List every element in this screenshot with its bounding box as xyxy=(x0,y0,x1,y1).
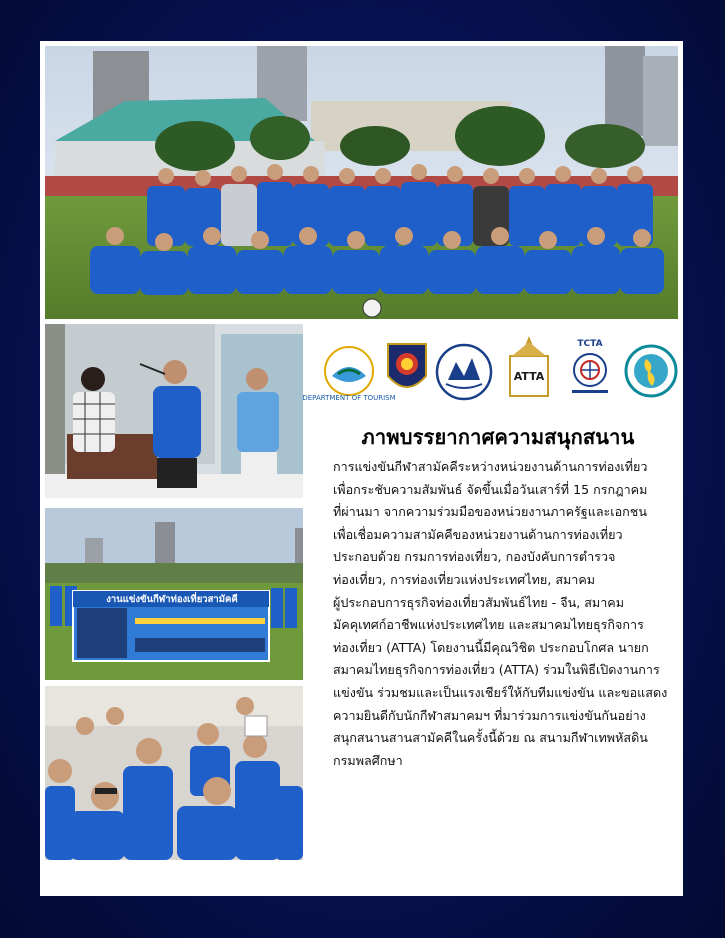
body-line: ท่องเที่ยว (ATTA) โดยงานนี้มีคุณวิชิต ประกอบโกศล นายก xyxy=(333,639,649,655)
tourist-police-logo xyxy=(384,340,430,398)
body-line: สนุกสนานสานสามัคคีในครั้งนี้ด้วย ณ สนามกีฬาเทพหัสดิน xyxy=(333,730,648,746)
atta-logo xyxy=(502,334,556,402)
department-of-tourism-logo xyxy=(302,344,396,402)
section-heading: ภาพบรรยากาศความสนุกสนาน xyxy=(361,425,635,449)
crowd-photo xyxy=(45,686,303,860)
body-line: แข่งขัน ร่วมชมและเป็นแรงเชียร์ให้กับทีมแข่งขัน และขอแสดง xyxy=(333,684,668,700)
department-of-tourism-label: DEPARTMENT OF TOURISM xyxy=(302,394,396,402)
page-sheet xyxy=(40,41,683,896)
body-line: ผู้ประกอบการธุรกิจท่องเที่ยวสัมพันธ์ไทย - จีน, สมาคม xyxy=(333,594,625,610)
team-photo xyxy=(45,46,678,319)
body-line: เพื่อเชื่อมความสามัคคีของหน่วยงานด้านการท่องเที่ยว xyxy=(333,526,623,542)
body-line: ประกอบด้วย กรมการท่องเที่ยว, กองบังคับการตำรวจ xyxy=(333,549,616,565)
article-body xyxy=(333,456,678,772)
body-line: สมาคมไทยธุรกิจการท่องเที่ยว (ATTA) ร่วมในพิธีเปิดงานการ xyxy=(333,662,660,678)
partner-logos xyxy=(302,339,674,410)
body-line: ความยินดีกับนักกีฬาสมาคมฯ ที่มาร่วมการแข่งขันกันอย่าง xyxy=(333,707,646,723)
body-line: มัคคุเทศก์อาชีพแห่งประเทศไทย และสมาคมไทยธุรกิจการ xyxy=(333,617,644,633)
banner-text: งานแข่งขันกีฬาท่องเที่ยวสามัคคี xyxy=(106,594,238,605)
body-line: เพื่อกระชับความสัมพันธ์ จัดขึ้นเมื่อวันเสาร์ที่ 15 กรกฎาคม xyxy=(333,481,648,497)
body-line: ท่องเที่ยว, การท่องเที่ยวแห่งประเทศไทย, สมาคม xyxy=(333,571,596,587)
opening-speech-photo xyxy=(45,324,303,498)
guide-association-logo xyxy=(624,344,678,398)
tcta-label: TCTA xyxy=(577,339,603,349)
banner-photo xyxy=(45,508,303,680)
tcta-logo xyxy=(562,336,618,400)
body-line: ที่ผ่านมา จากความร่วมมือของหน่วยงานภาครัฐและเอกชน xyxy=(333,504,647,520)
tat-logo xyxy=(434,342,494,402)
body-line: กรมพลศึกษา xyxy=(333,752,403,768)
atta-label: ATTA xyxy=(513,370,545,383)
body-line: การแข่งขันกีฬาสามัคคีระหว่างหน่วยงานด้านการท่องเที่ยว xyxy=(333,459,648,474)
